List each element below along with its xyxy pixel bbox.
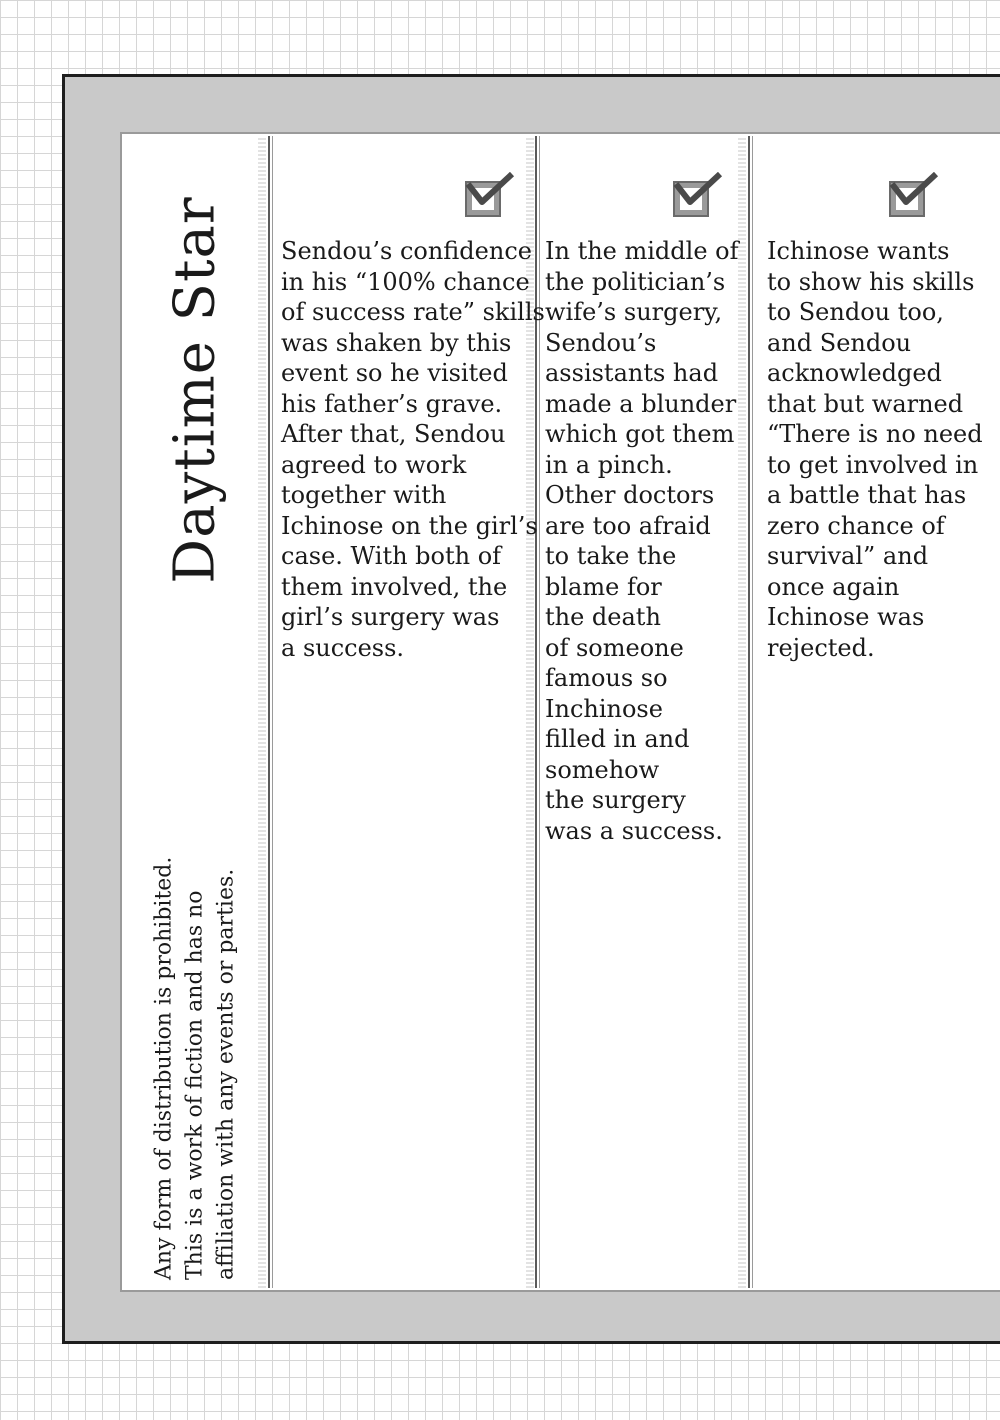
column-3-text xyxy=(767,236,983,663)
text-line: his father’s grave. xyxy=(281,389,503,418)
text-line: a battle that has xyxy=(767,481,967,509)
notice-line: This is a work of fiction and has no xyxy=(182,890,208,1280)
text-line: event so he visited xyxy=(281,359,508,387)
text-line: of success rate” skills xyxy=(281,298,545,326)
text-line: which got them xyxy=(545,420,735,448)
text-line: wife’s surgery, xyxy=(545,298,723,326)
checkbox-checked-icon xyxy=(464,172,516,218)
text-line: somehow xyxy=(545,755,660,784)
text-line: the death xyxy=(545,603,661,631)
text-line: “There is no need xyxy=(767,420,983,448)
column-divider xyxy=(748,136,753,1288)
text-line: the surgery xyxy=(545,786,686,814)
text-line: was a success. xyxy=(545,816,723,845)
notice-area xyxy=(140,810,250,1280)
text-line: that but warned xyxy=(767,389,964,418)
text-line: famous so xyxy=(545,664,668,692)
text-line: the politician’s xyxy=(545,267,726,296)
text-line: a success. xyxy=(281,633,405,662)
text-line: to take the xyxy=(545,542,677,570)
text-line: to show his skills xyxy=(767,267,975,296)
column-2-text xyxy=(545,236,739,846)
column-divider-hatch xyxy=(738,136,746,1288)
text-line: case. With both of xyxy=(281,542,502,570)
text-line: Ichinose wants xyxy=(767,237,950,265)
legal-notice xyxy=(149,810,242,1280)
text-line: survival” and xyxy=(767,542,929,570)
text-line: of someone xyxy=(545,633,684,662)
text-line: made a blunder xyxy=(545,389,737,418)
text-line: Sendou’s xyxy=(545,328,657,357)
text-line: filled in and xyxy=(545,725,690,753)
text-line: In the middle of xyxy=(545,237,739,265)
column-divider-hatch xyxy=(258,136,266,1288)
text-line: Sendou’s confidence xyxy=(281,237,532,265)
text-line: After that, Sendou xyxy=(281,420,506,448)
text-line: in a pinch. xyxy=(545,450,673,479)
text-line: them involved, the xyxy=(281,572,508,601)
text-line: to Sendou too, xyxy=(767,298,944,326)
text-line: zero chance of xyxy=(767,511,945,540)
checkbox-checked-icon xyxy=(672,172,724,218)
text-line: was shaken by this xyxy=(281,328,512,357)
text-line: Ichinose was xyxy=(767,603,925,631)
title-area xyxy=(150,160,240,620)
text-line: rejected. xyxy=(767,633,875,662)
text-line: assistants had xyxy=(545,359,719,387)
notice-line: Any form of distribution is prohibited. xyxy=(151,856,177,1280)
notice-line: affiliation with any events or parties. xyxy=(213,868,239,1280)
text-line: and Sendou xyxy=(767,328,912,357)
text-line: agreed to work xyxy=(281,450,467,479)
text-line: together with xyxy=(281,481,447,509)
text-line: Other doctors xyxy=(545,481,715,509)
text-line: Ichinose on the girl’s xyxy=(281,511,538,540)
text-line: blame for xyxy=(545,572,662,601)
text-line: acknowledged xyxy=(767,359,942,387)
text-line: in his “100% chance xyxy=(281,267,530,296)
column-1-text xyxy=(281,236,545,663)
column-divider xyxy=(268,136,273,1288)
text-line: Inchinose xyxy=(545,694,663,723)
checkbox-checked-icon xyxy=(888,172,940,218)
text-line: are too afraid xyxy=(545,511,711,540)
text-line: to get involved in xyxy=(767,450,979,479)
text-line: once again xyxy=(767,572,900,601)
text-line: girl’s surgery was xyxy=(281,603,500,631)
page-title: Daytime Star xyxy=(162,196,228,584)
